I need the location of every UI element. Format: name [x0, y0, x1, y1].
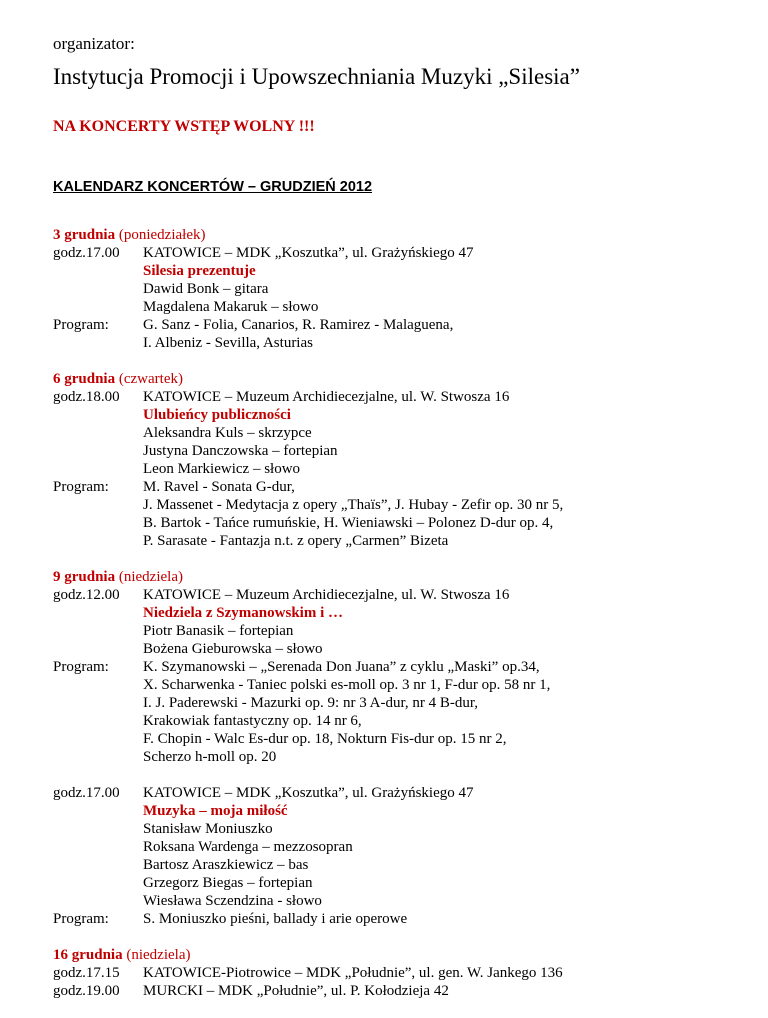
- event-performer: Dawid Bonk – gitara: [143, 281, 269, 297]
- event-date: [53, 568, 743, 586]
- event-dec-3: [53, 226, 743, 352]
- program-line: Krakowiak fantastyczny op. 14 nr 6,: [143, 713, 362, 729]
- program-line: F. Chopin - Walc Es-dur op. 18, Nokturn Fis-dur op. 15 nr 2,: [143, 731, 507, 747]
- program-line: Scherzo h-moll op. 20: [143, 749, 277, 765]
- event-time: godz.17.00: [53, 785, 120, 801]
- events-list: [53, 226, 743, 1018]
- event-venue: KATOWICE – Muzeum Archidiecezjalne, ul. W. Stwosza 16: [143, 389, 510, 405]
- event-performer: Justyna Danczowska – fortepian: [143, 443, 338, 459]
- event-venue: KATOWICE-Piotrowice – MDK „Południe”, ul. gen. W. Jankego 136: [143, 965, 563, 981]
- event-title: Muzyka – moja miłość: [143, 803, 288, 819]
- event-date: [53, 226, 743, 244]
- calendar-title: KALENDARZ KONCERTÓW – GRUDZIEŃ 2012: [53, 179, 373, 195]
- program-line: S. Moniuszko pieśni, ballady i arie operowe: [143, 911, 408, 927]
- event-venue: MURCKI – MDK „Południe”, ul. P. Kołodzieja 42: [143, 983, 449, 999]
- event-performer: Roksana Wardenga – mezzosopran: [143, 839, 353, 855]
- event-performer: Stanisław Moniuszko: [143, 821, 273, 837]
- program-line: K. Szymanowski – „Serenada Don Juana” z cyklu „Maski” op.34,: [143, 659, 540, 675]
- event-title: Silesia prezentuje: [143, 263, 256, 279]
- event-dec-9-evening: [53, 784, 743, 928]
- event-title: Niedziela z Szymanowskim i …: [143, 605, 343, 621]
- event-day: 6 grudnia: [53, 371, 116, 387]
- event-performer: Bartosz Araszkiewicz – bas: [143, 857, 309, 873]
- event-venue: KATOWICE – MDK „Koszutka”, ul. Grażyńskiego 47: [143, 245, 474, 261]
- event-performer: Bożena Gieburowska – słowo: [143, 641, 323, 657]
- program-line: I. Albeniz - Sevilla, Asturias: [143, 335, 313, 351]
- event-dec-9-noon: [53, 568, 743, 766]
- event-weekday: (poniedziałek): [118, 227, 206, 243]
- event-dec-16: [53, 946, 743, 1000]
- event-date: [53, 946, 743, 964]
- program-line: B. Bartok - Tańce rumuńskie, H. Wieniawski – Polonez D-dur op. 4,: [143, 515, 554, 531]
- event-date: [53, 370, 743, 388]
- event-time: godz.19.00: [53, 983, 120, 999]
- event-weekday: (niedziela): [126, 947, 191, 963]
- event-time: godz.17.00: [53, 245, 120, 261]
- organizer-name: Instytucja Promocji i Upowszechniania Muzyki „Silesia”: [53, 64, 580, 89]
- event-performer: Leon Markiewicz – słowo: [143, 461, 301, 477]
- program-line: J. Massenet - Medytacja z opery „Thaïs”, J. Hubay - Zefir op. 30 nr 5,: [143, 497, 564, 513]
- event-performer: Aleksandra Kuls – skrzypce: [143, 425, 312, 441]
- event-performer: Piotr Banasik – fortepian: [143, 623, 294, 639]
- event-performer: Magdalena Makaruk – słowo: [143, 299, 319, 315]
- event-time: godz.17.15: [53, 965, 120, 981]
- program-line: M. Ravel - Sonata G-dur,: [143, 479, 295, 495]
- event-title: Ulubieńcy publiczności: [143, 407, 291, 423]
- event-time: godz.12.00: [53, 587, 120, 603]
- event-performer: Wiesława Sczendzina - słowo: [143, 893, 322, 909]
- event-dec-6: [53, 370, 743, 550]
- event-day: 9 grudnia: [53, 569, 116, 585]
- program-line: X. Scharwenka - Taniec polski es-moll op. 3 nr 1, F-dur op. 58 nr 1,: [143, 677, 551, 693]
- event-venue: KATOWICE – Muzeum Archidiecezjalne, ul. W. Stwosza 16: [143, 587, 510, 603]
- free-entry-notice: NA KONCERTY WSTĘP WOLNY !!!: [53, 118, 315, 135]
- program-line: G. Sanz - Folia, Canarios, R. Ramirez - Malaguena,: [143, 317, 454, 333]
- event-weekday: (czwartek): [118, 371, 183, 387]
- event-weekday: (niedziela): [118, 569, 183, 585]
- program-label: Program:: [53, 479, 109, 495]
- event-day: 3 grudnia: [53, 227, 116, 243]
- program-label: Program:: [53, 911, 109, 927]
- organizer-label: organizator:: [53, 34, 135, 53]
- program-label: Program:: [53, 659, 109, 675]
- event-venue: KATOWICE – MDK „Koszutka”, ul. Grażyńskiego 47: [143, 785, 474, 801]
- program-line: I. J. Paderewski - Mazurki op. 9: nr 3 A-dur, nr 4 B-dur,: [143, 695, 478, 711]
- program-label: Program:: [53, 317, 109, 333]
- program-line: P. Sarasate - Fantazja n.t. z opery „Carmen” Bizeta: [143, 533, 449, 549]
- event-performer: Grzegorz Biegas – fortepian: [143, 875, 313, 891]
- event-day: 16 grudnia: [53, 947, 123, 963]
- event-time: godz.18.00: [53, 389, 120, 405]
